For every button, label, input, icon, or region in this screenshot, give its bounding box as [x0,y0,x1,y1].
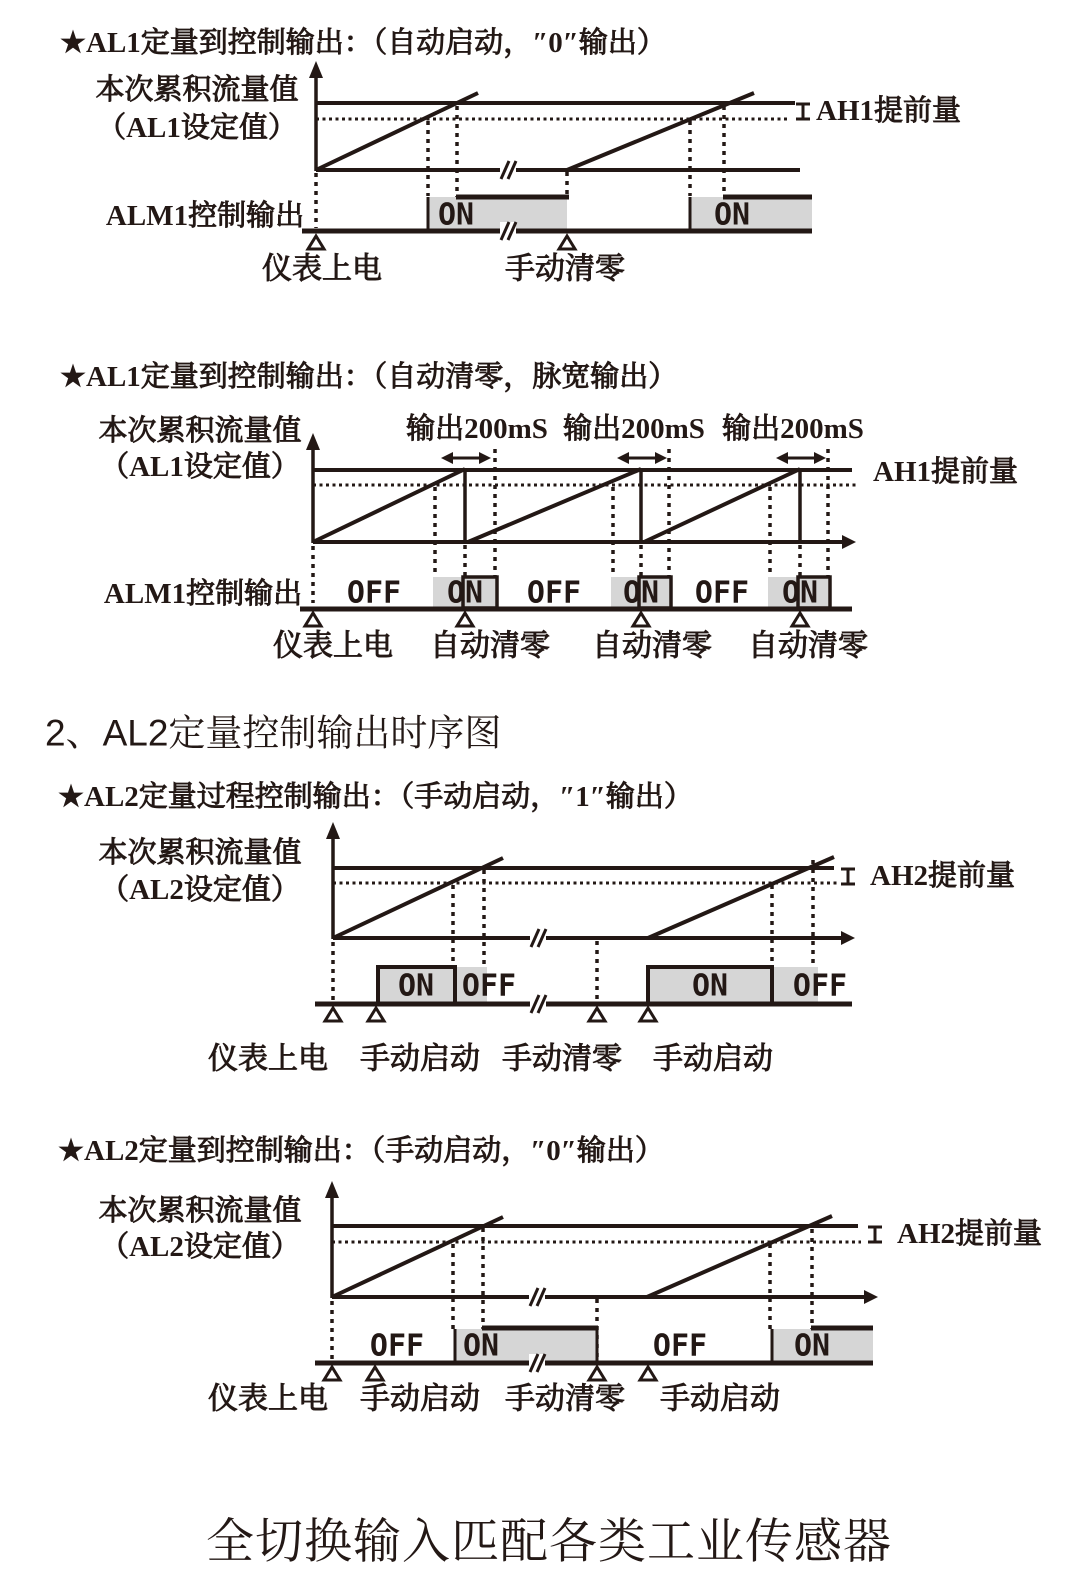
triangle-marker-icon [792,613,808,626]
diagram4-x-axis-arrow-icon [864,1290,878,1304]
diagram4-title: ★AL2定量到控制输出：（手动启动，″0″输出） [58,1135,664,1167]
diagram2 [60,359,1018,663]
triangle-marker-icon [368,1008,384,1021]
diagram2-state-off-1: OFF [346,575,402,611]
diagram4-ah-ibar-icon [868,1227,882,1242]
diagram3-x-axis-arrow-icon [841,931,855,945]
diagram2-event-auto-reset-3: 自动清零 [748,629,868,663]
diagram2-axes [306,433,856,549]
diagram2-event-markers [305,613,808,626]
diagram3-event-manual-start-2: 手动启动 [653,1042,773,1076]
diagram2-x-axis-arrow-icon [842,535,856,549]
triangle-marker-icon [589,1367,605,1380]
triangle-marker-icon [305,613,321,626]
diagram1-event-manual-reset: 手动清零 [505,252,625,286]
triangle-marker-icon [640,1008,656,1021]
diagram2-state-on-2: ON [622,575,660,611]
diagram2-ah-label: AH1提前量 [873,456,1019,488]
diagram1-y-axis-arrow-icon [309,61,323,78]
diagram4 [58,1133,1042,1416]
diagram3-ah-label: AH2提前量 [870,860,1016,892]
diagram1-y-axis-label-line2: （AL1设定值） [97,112,297,144]
diagram3-break-marks [530,929,546,1013]
diagram1-event-markers [308,236,575,249]
diagram2-sawtooth [313,469,800,542]
diagram4-event-manual-start-1: 手动启动 [360,1382,480,1416]
diagram3-event-manual-reset: 手动清零 [502,1042,622,1076]
triangle-marker-icon [367,1367,383,1380]
diagram4-y-axis-label-line1: 本次累积流量值 [98,1195,302,1227]
diagram2-pulse-label-2: 输出200mS [563,413,705,445]
triangle-marker-icon [589,1008,605,1021]
diagram1-state-on-1: ON [437,197,475,233]
diagram3 [58,779,1015,1076]
diagram4-event-manual-reset: 手动清零 [505,1382,625,1416]
diagram1-alm-label: ALM1控制输出 [105,200,305,232]
diagram2-pulse-label-1: 输出200mS [406,413,548,445]
diagram1-output-blocks [428,197,812,231]
diagram4-y-axis-label-line2: （AL2设定值） [100,1231,300,1263]
diagram1-axes [309,61,800,171]
diagram4-event-power-on: 仪表上电 [208,1382,328,1416]
triangle-marker-icon [308,236,324,249]
diagram4-state-on-1: ON [462,1328,500,1364]
diagram3-state-on-1: ON [397,968,435,1004]
diagram4-state-off-1: OFF [369,1328,425,1364]
diagram4-state-on-2: ON [793,1328,831,1364]
diagram2-y-axis-arrow-icon [306,433,320,450]
diagram3-state-off-1: OFF [461,968,517,1004]
diagram3-event-power-on: 仪表上电 [208,1042,328,1076]
diagram1-ah-label: AH1提前量 [816,95,962,127]
diagram3-ah-ibar-icon [841,869,855,884]
diagram2-y-axis-label-line1: 本次累积流量值 [98,415,302,447]
diagram3-event-markers [325,1008,656,1021]
diagram2-pulse-width-arrows [441,452,826,464]
diagram4-state-off-2: OFF [652,1328,708,1364]
triangle-marker-icon [640,1367,656,1380]
diagram3-limit-lines [333,868,838,883]
diagram4-y-axis-arrow-icon [325,1181,339,1198]
diagram3-state-on-2: ON [691,968,729,1004]
triangle-marker-icon [325,1008,341,1021]
diagram2-state-off-2: OFF [526,575,582,611]
section-heading: 2、AL2定量控制输出时序图 [45,712,502,754]
diagram2-pulse-label-3: 输出200mS [722,413,864,445]
diagram3-y-axis-label-line2: （AL2设定值） [100,874,300,906]
diagram2-state-on-1: ON [446,575,484,611]
triangle-marker-icon [633,613,649,626]
diagram2-state-off-3: OFF [694,575,750,611]
diagram3-title: ★AL2定量过程控制输出：（手动启动，″1″输出） [58,781,693,813]
triangle-marker-icon [457,613,473,626]
diagram3-y-axis-label-line1: 本次累积流量值 [98,837,302,869]
triangle-marker-icon [324,1367,340,1380]
diagram1-y-axis-label-line1: 本次累积流量值 [95,74,299,106]
diagram4-ramps [332,1216,832,1297]
diagram1-title: ★AL1定量到控制输出：（自动启动，″0″输出） [60,27,666,59]
diagram3-y-axis-arrow-icon [326,822,340,839]
diagram1 [60,25,961,286]
footer-slogan: 全切换输入匹配各类工业传感器 [205,1515,893,1569]
diagram1-ah-ibar-icon [796,104,810,119]
triangle-marker-icon [559,236,575,249]
diagram2-state-on-3: ON [781,575,819,611]
diagram2-event-auto-reset-1: 自动清零 [430,629,550,663]
diagram3-event-manual-start-1: 手动启动 [360,1042,480,1076]
diagram2-y-axis-label-line2: （AL1设定值） [100,451,300,483]
diagram1-state-on-2: ON [713,197,751,233]
diagram1-event-power-on: 仪表上电 [262,252,382,286]
diagram2-alm-label: ALM1控制输出 [103,578,303,610]
diagram3-state-off-2: OFF [792,968,848,1004]
diagram4-ah-label: AH2提前量 [897,1218,1043,1250]
diagram2-title: ★AL1定量到控制输出：（自动清零，脉宽输出） [60,361,678,393]
diagram4-event-markers [324,1367,656,1380]
diagram2-event-power-on: 仪表上电 [273,629,393,663]
diagram2-event-auto-reset-2: 自动清零 [592,629,712,663]
diagram4-event-manual-start-2: 手动启动 [660,1382,780,1416]
